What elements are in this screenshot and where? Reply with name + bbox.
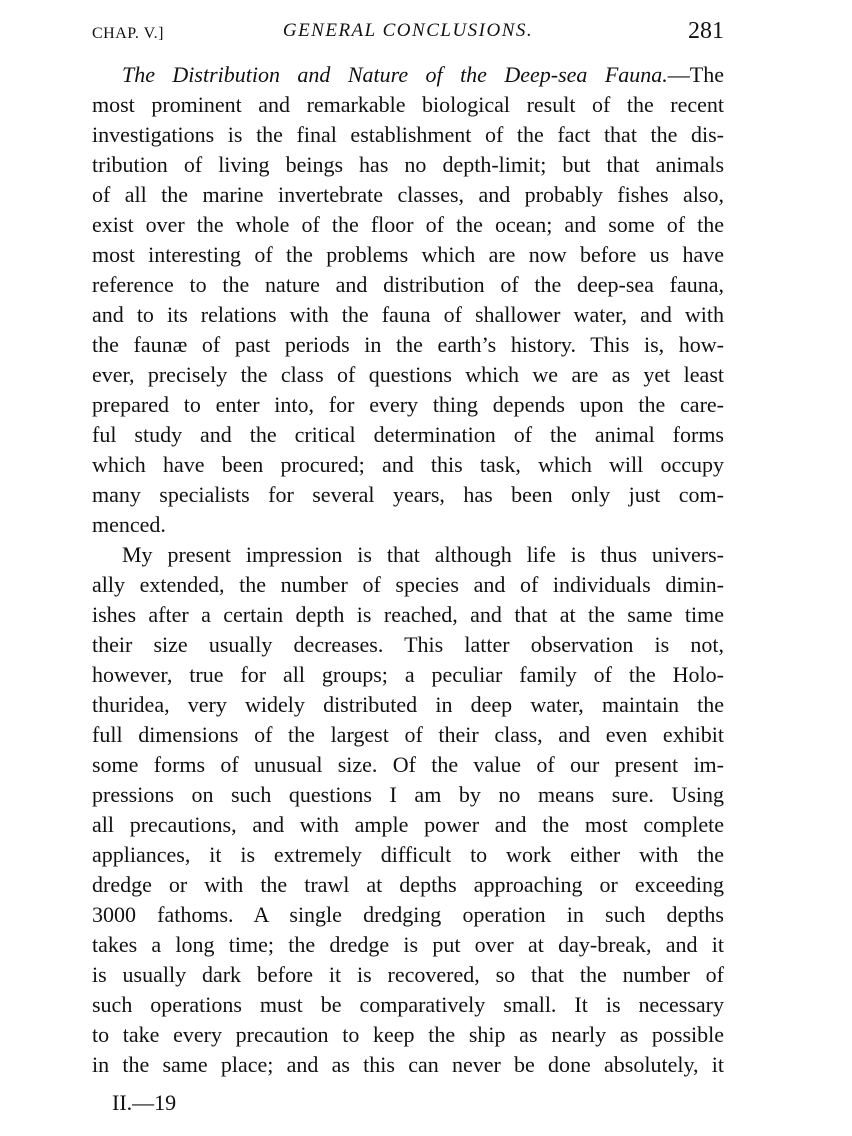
running-header xyxy=(92,18,724,50)
text-line: ever, precisely the class of questions which we are as yet least xyxy=(92,362,724,387)
body-text xyxy=(92,60,724,1080)
section-heading-tail: —The xyxy=(667,62,724,87)
text-line: exist over the whole of the floor of the ocean; and some of the xyxy=(92,212,724,237)
text-line: takes a long time; the dredge is put over at day-break, and it xyxy=(92,932,724,957)
text-line: prepared to enter into, for every thing depends upon the care- xyxy=(92,392,724,417)
text-line: all precautions, and with ample power and the most complete xyxy=(92,812,724,837)
text-line: to take every precaution to keep the ship as nearly as possible xyxy=(92,1022,724,1047)
text-line: menced. xyxy=(92,512,166,537)
running-title: GENERAL CONCLUSIONS. xyxy=(282,20,534,41)
text-line: investigations is the final establishment of the fact that the dis- xyxy=(92,122,724,147)
text-line: ally extended, the number of species and of individuals dimin- xyxy=(92,572,724,597)
text-line: many specialists for several years, has been only just com- xyxy=(92,482,724,507)
text-line: 3000 fathoms. A single dredging operation in such depths xyxy=(92,902,724,927)
text-line: and to its relations with the fauna of shallower water, and with xyxy=(92,302,724,327)
section-heading: The Distribution and Nature of the Deep-sea Fauna. xyxy=(122,62,668,87)
text-line: some forms of unusual size. Of the value of our present im- xyxy=(92,752,724,777)
text-line: appliances, it is extremely difficult to work either with the xyxy=(92,842,724,867)
text-line: in the same place; and as this can never be done absolutely, it xyxy=(92,1052,724,1077)
text-line: however, true for all groups; a peculiar family of the Holo- xyxy=(92,662,724,687)
chapter-label: CHAP. V.] xyxy=(92,25,164,42)
text-line: ishes after a certain depth is reached, and that at the same time xyxy=(92,602,724,627)
text-line: ful study and the critical determination of the animal forms xyxy=(92,422,724,447)
text-line: most interesting of the problems which are now before us have xyxy=(92,242,724,267)
text-line: reference to the nature and distribution of the deep-sea fauna, xyxy=(92,272,724,297)
paragraph-start-line: My present impression is that although life is thus univers- xyxy=(122,542,724,567)
signature-mark: II.—19 xyxy=(112,1090,177,1115)
page-number: 281 xyxy=(688,18,724,44)
text-line: most prominent and remarkable biological result of the recent xyxy=(92,92,724,117)
text-line: their size usually decreases. This latter observation is not, xyxy=(92,632,724,657)
text-line: full dimensions of the largest of their class, and even exhibit xyxy=(92,722,724,747)
text-line: such operations must be comparatively small. It is necessary xyxy=(92,992,724,1017)
text-line: pressions on such questions I am by no means sure. Using xyxy=(92,782,724,807)
text-line: the faunæ of past periods in the earth’s history. This is, how- xyxy=(92,332,724,357)
text-line: dredge or with the trawl at depths approaching or exceeding xyxy=(92,872,724,897)
text-line: tribution of living beings has no depth-limit; but that animals xyxy=(92,152,724,177)
text-line: is usually dark before it is recovered, so that the number of xyxy=(92,962,724,987)
text-line: which have been procured; and this task, which will occupy xyxy=(92,452,724,477)
section-heading-line xyxy=(92,60,724,90)
text-line: of all the marine invertebrate classes, and probably fishes also, xyxy=(92,182,724,207)
text-line: thuridea, very widely distributed in deep water, maintain the xyxy=(92,692,724,717)
